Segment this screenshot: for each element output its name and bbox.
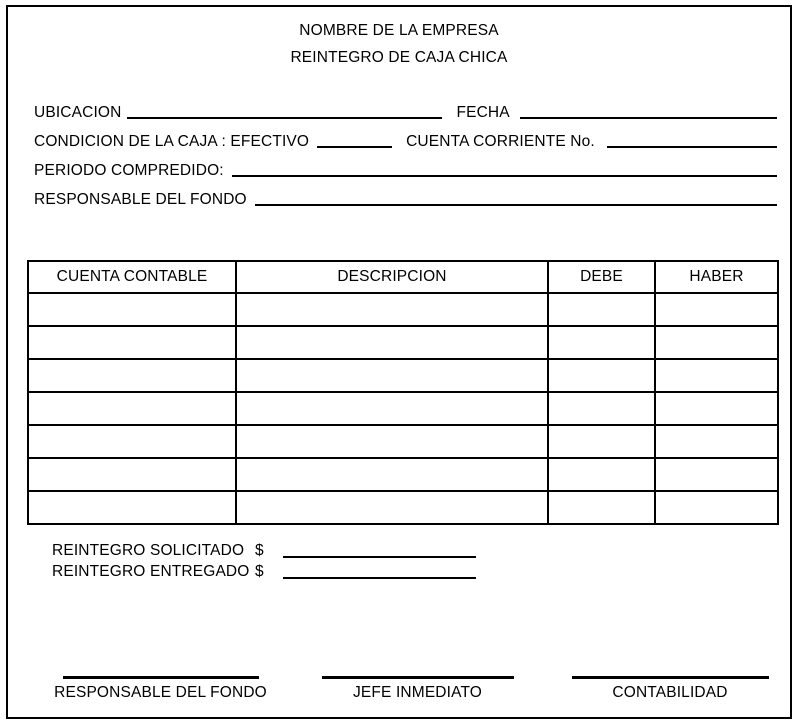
cell-descripcion[interactable]	[236, 425, 548, 458]
cell-haber[interactable]	[655, 293, 778, 326]
field-row-condicion-cuenta	[34, 122, 777, 151]
table-header-row	[28, 261, 778, 293]
cell-debe[interactable]	[548, 491, 655, 524]
field-row-periodo	[34, 151, 777, 180]
reintegro-solicitado-input-line[interactable]	[283, 556, 476, 558]
cell-debe[interactable]	[548, 326, 655, 359]
cell-descripcion[interactable]	[236, 458, 548, 491]
signature-section	[8, 676, 790, 703]
column-header-descripcion: DESCRIPCION	[236, 261, 548, 293]
cell-descripcion[interactable]	[236, 359, 548, 392]
cell-descripcion[interactable]	[236, 392, 548, 425]
column-header-cuenta-contable: CUENTA CONTABLE	[28, 261, 236, 293]
solicitado-currency-symbol: $	[255, 542, 264, 559]
fecha-label: FECHA	[456, 104, 510, 121]
table-row	[28, 359, 778, 392]
cell-haber[interactable]	[655, 491, 778, 524]
cell-debe[interactable]	[548, 293, 655, 326]
accounting-entries-table	[27, 260, 779, 525]
header-fields-section	[8, 93, 790, 209]
condicion-caja-efectivo-label: CONDICION DE LA CAJA : EFECTIVO	[34, 133, 310, 150]
responsable-input-line[interactable]	[255, 204, 777, 206]
signature-line[interactable]	[322, 676, 514, 679]
efectivo-input-line[interactable]	[317, 146, 392, 148]
cell-haber[interactable]	[655, 392, 778, 425]
table-row	[28, 326, 778, 359]
cell-cuenta-contable[interactable]	[28, 491, 236, 524]
cell-descripcion[interactable]	[236, 491, 548, 524]
signature-block-responsable-del-fondo	[38, 676, 283, 703]
ubicacion-input-line[interactable]	[127, 117, 442, 119]
cell-cuenta-contable[interactable]	[28, 392, 236, 425]
fecha-input-line[interactable]	[520, 117, 777, 119]
table-row	[28, 392, 778, 425]
signature-line[interactable]	[572, 676, 769, 679]
total-row-solicitado	[52, 539, 790, 560]
cell-debe[interactable]	[548, 425, 655, 458]
cell-cuenta-contable[interactable]	[28, 359, 236, 392]
cell-haber[interactable]	[655, 326, 778, 359]
signature-line[interactable]	[63, 676, 259, 679]
total-row-entregado	[52, 560, 790, 581]
form-title: REINTEGRO DE CAJA CHICA	[290, 49, 508, 66]
responsable-del-fondo-label: RESPONSABLE DEL FONDO	[34, 191, 247, 208]
petty-cash-reimbursement-form	[6, 5, 792, 719]
periodo-comprendido-label: PERIODO COMPREDIDO:	[34, 162, 224, 179]
totals-section	[8, 539, 790, 581]
cell-descripcion[interactable]	[236, 293, 548, 326]
cell-haber[interactable]	[655, 425, 778, 458]
signature-block-contabilidad	[550, 676, 790, 703]
cell-cuenta-contable[interactable]	[28, 293, 236, 326]
signature-label: CONTABILIDAD	[612, 684, 728, 701]
cell-debe[interactable]	[548, 458, 655, 491]
table-header	[28, 261, 778, 293]
column-header-debe: DEBE	[548, 261, 655, 293]
field-row-responsable	[34, 180, 777, 209]
signature-block-jefe-inmediato	[295, 676, 540, 703]
cell-cuenta-contable[interactable]	[28, 458, 236, 491]
periodo-input-line[interactable]	[232, 175, 777, 177]
cell-debe[interactable]	[548, 392, 655, 425]
table-row	[28, 293, 778, 326]
cell-haber[interactable]	[655, 458, 778, 491]
entregado-currency-symbol: $	[255, 563, 264, 580]
table-row	[28, 425, 778, 458]
cell-cuenta-contable[interactable]	[28, 326, 236, 359]
ubicacion-label: UBICACION	[34, 104, 122, 121]
table-row	[28, 458, 778, 491]
cell-descripcion[interactable]	[236, 326, 548, 359]
signature-label: JEFE INMEDIATO	[353, 684, 482, 701]
cuenta-corriente-label: CUENTA CORRIENTE No.	[406, 133, 595, 150]
cuenta-corriente-input-line[interactable]	[607, 146, 777, 148]
reintegro-entregado-input-line[interactable]	[283, 577, 476, 579]
reintegro-solicitado-label: REINTEGRO SOLICITADO	[52, 542, 245, 559]
field-row-ubicacion-fecha	[34, 93, 777, 122]
form-header	[8, 7, 790, 71]
cell-debe[interactable]	[548, 359, 655, 392]
cell-cuenta-contable[interactable]	[28, 425, 236, 458]
table-body	[28, 293, 778, 524]
signature-label: RESPONSABLE DEL FONDO	[54, 684, 267, 701]
company-name-title: NOMBRE DE LA EMPRESA	[299, 22, 499, 39]
column-header-haber: HABER	[655, 261, 778, 293]
reintegro-entregado-label: REINTEGRO ENTREGADO	[52, 563, 250, 580]
cell-haber[interactable]	[655, 359, 778, 392]
table-row	[28, 491, 778, 524]
